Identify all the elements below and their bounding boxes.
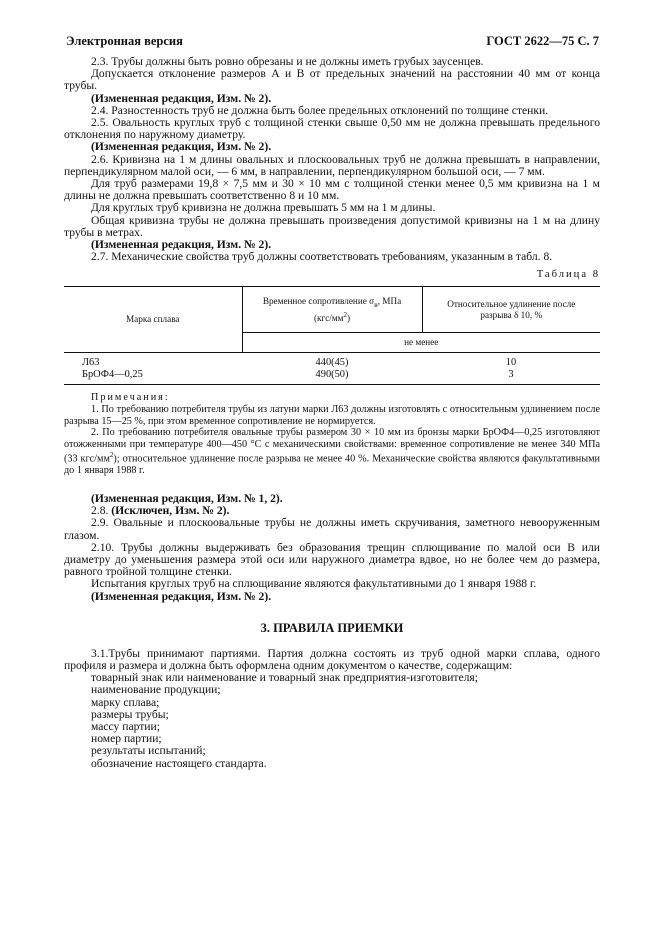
clause-2-9: 2.9. Овальные и плоскоовальные трубы не должны иметь скручивания, заметного невооруженным глазом. (64, 516, 600, 542)
elongation-unit: разрыва δ 10, % (480, 309, 543, 320)
clause-2-4: 2.4. Разностенность труб не должна быть более предельных отклонений по толщине стенки. (91, 103, 549, 117)
list-item: товарный знак или наименование и товарный знак предприятия-изготовителя; (91, 671, 478, 685)
note-2-sup: 2 (109, 451, 114, 460)
strength-unit-kgf: (кгс/мм (313, 312, 344, 323)
list-item: размеры трубы; (91, 707, 169, 721)
revision-note: (Измененная редакция, Изм. № 2). (91, 91, 272, 105)
list-item: результаты испытаний; (91, 744, 206, 758)
revision-note: (Измененная редакция, Изм. № 2). (91, 589, 272, 603)
table-cell-grade: БрОФ4—0,25 (82, 369, 143, 381)
clause-2-10-text: Испытания круглых труб на сплющивание являются факультативными до 1 января 1988 г. (91, 577, 537, 591)
table-caption: Таблица 8 (536, 269, 600, 281)
list-item: наименование продукции; (91, 683, 221, 697)
list-item: номер партии; (91, 732, 162, 746)
note-2-text: 2. По требованию потребителя овальные трубы размером 30 × 10 мм из бронзы марки БрОФ4—0,25 изготовляют отожженными при температуре 400—450 °С с механическими свойствами: временное сопротивление не менее 340 МПа (33 кгс/мм (64, 427, 600, 465)
section-title: 3. ПРАВИЛА ПРИЕМКИ (260, 620, 404, 635)
table-cell-grade: Л63 (82, 357, 100, 369)
page-content (64, 56, 600, 770)
strength-sup: 2 (343, 310, 347, 319)
list-item: массу партии; (91, 720, 160, 734)
table-cell-elongation: 10 (505, 357, 517, 369)
table-cell-elongation: 3 (508, 369, 514, 381)
col-header-strength (242, 287, 422, 333)
revision-note: (Измененная редакция, Изм. № 2). (91, 140, 272, 154)
clause-2-6: 2.6. Кривизна на 1 м длины овальных и плоскоовальных труб не должна превышать в направлении, перпендикулярном малой оси, — 6 мм, в направлении, перпендикулярном большой оси, — 7 мм. (64, 152, 600, 178)
clause-2-3-text: Допускается отклонение размеров А и В от предельных значений на расстоянии 40 мм от конца трубы. (64, 67, 600, 93)
strength-close: ) (347, 312, 351, 323)
clause-3-1: 3.1.Трубы принимают партиями. Партия должна состоять из труб одной марки сплава, одного профиля и размера и должна быть оформлена одним документом о качестве, содержащим: (64, 646, 600, 673)
revision-note: (Измененная редакция, Изм. № 1, 2). (91, 492, 283, 505)
clause-2-7: 2.7. Механические свойства труб должны соответствовать требованиям, указанным в табл. 8. (91, 250, 553, 264)
revision-note: (Измененная редакция, Изм. № 2). (91, 238, 272, 252)
elongation-label: Относительное удлинение после (447, 298, 576, 309)
clause-2-5: 2.5. Овальность круглых труб с толщиной стенки свыше 0,50 мм не должна превышать предельного отклонения по наружному диаметру. (64, 116, 600, 142)
strength-label: Временное сопротивление σ (262, 296, 375, 306)
clause-2-8-excluded: (Исключен, Изм. № 2). (111, 504, 230, 518)
header-left: Электронная версия (66, 34, 183, 48)
clause-2-6-text: Для круглых труб кривизна не должна превышать 5 мм на 1 м длины. (91, 201, 436, 215)
clause-2-10: 2.10. Трубы должны выдерживать без образования трещин сплющивание по малой оси В или диаметру до уменьшения размера этой оси или наружного диаметра вдвое, но не более чем до размера, равного тройной толщине стенки. (64, 540, 600, 579)
strength-sub: в (374, 299, 378, 309)
strength-unit: , МПа (377, 296, 402, 306)
note-2 (64, 427, 600, 477)
clause-2-8-num: 2.8. (91, 504, 112, 518)
notes-title: Примечания: (91, 392, 170, 404)
note-2-text-end: ); относительное удлинение после разрыва не менее 40 %. Механические свойства являются факультативными до 1 января 1988 г. (64, 453, 600, 477)
clause-2-6-text: Для труб размерами 19,8 × 7,5 мм и 30 × 10 мм с толщиной стенки менее 0,5 мм кривизна на 1 м длины не должна превышать соответственно 8 и 10 мм. (64, 177, 600, 203)
header-right: ГОСТ 2622—75 С. 7 (486, 34, 599, 48)
list-item: марку сплава; (91, 695, 160, 709)
table-cell-strength: 490(50) (315, 369, 349, 381)
col-header-grade: Марка сплава (64, 287, 242, 353)
col-header-elongation (422, 287, 600, 333)
subheader-min: не менее (242, 333, 600, 353)
list-item: обозначение настоящего стандарта. (91, 756, 267, 770)
clause-2-3: 2.3. Трубы должны быть ровно обрезаны и не должны иметь грубых заусенцев. (91, 55, 484, 68)
table-cell-strength: 440(45) (315, 357, 349, 369)
mechanical-properties-table (64, 286, 600, 385)
clause-2-6-text: Общая кривизна трубы не должна превышать произведения допустимой кривизны на 1 м на длину трубы в метрах. (64, 213, 600, 239)
note-1: 1. По требованию потребителя трубы из латуни марки Л63 должны изготовлять с относительным удлинением после разрыва 15—25 %, при этом временное сопротивление не нормируется. (64, 404, 600, 427)
